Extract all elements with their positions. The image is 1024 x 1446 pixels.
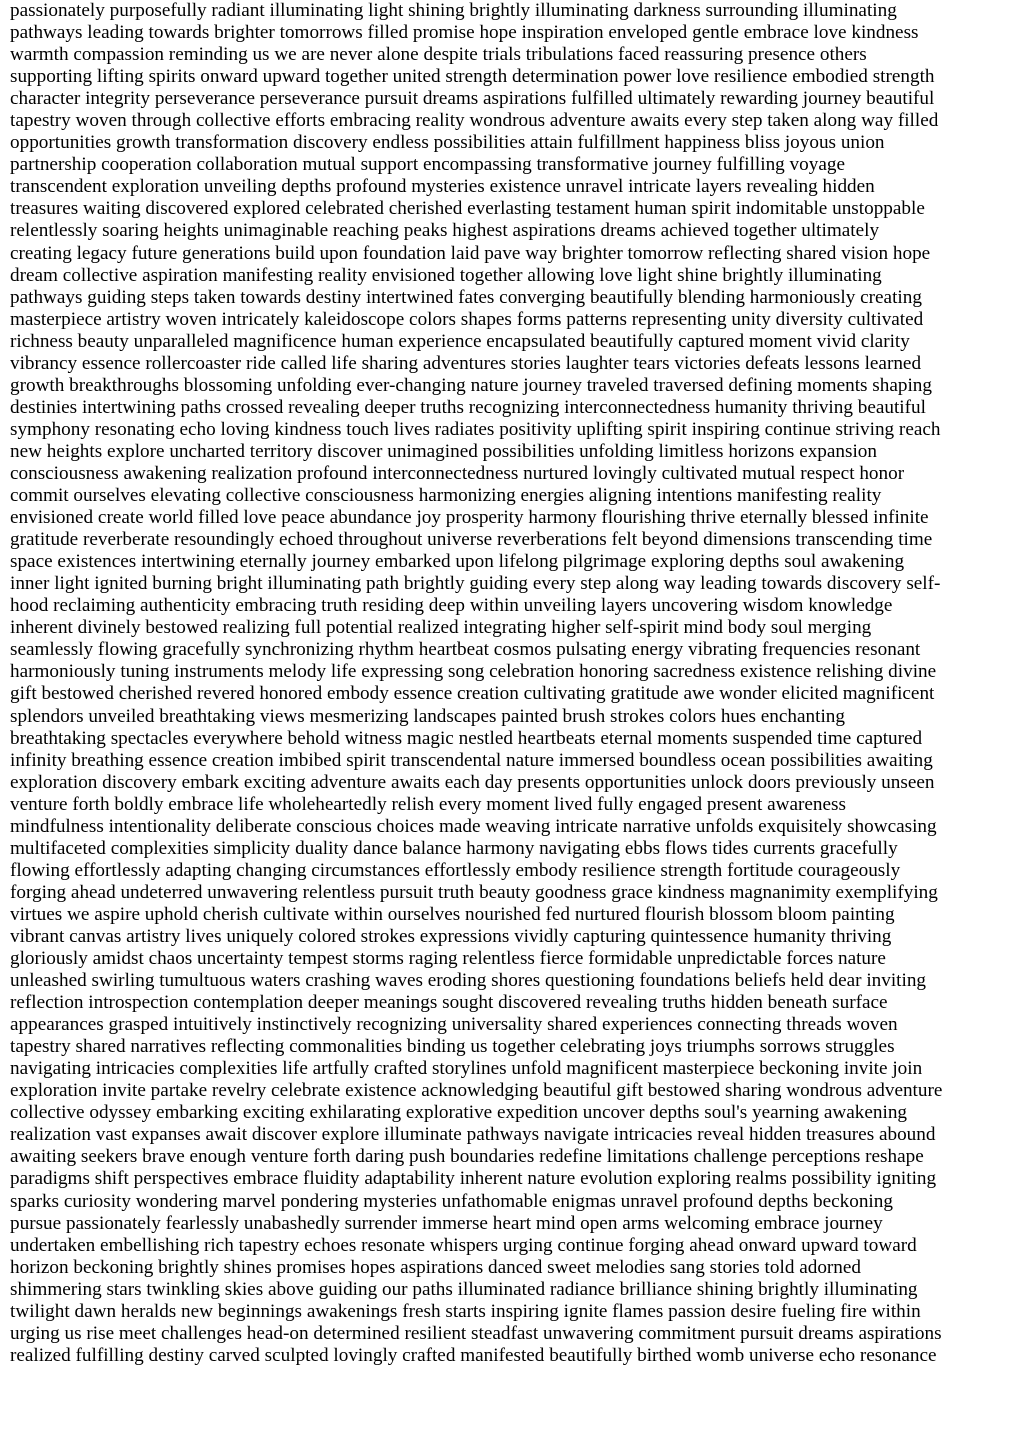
text-line: infinity breathing essence creation imbibed spirit transcendental nature immersed boundless ocean possibilities awaiting	[10, 749, 933, 771]
text-line: navigating intricacies complexities life artfully crafted storylines unfold magnificent masterpiece beckoning invite join	[10, 1058, 923, 1080]
text-line: exploration invite partake revelry celebrate existence acknowledging beautiful gift bestowed sharing wondrous adventure	[10, 1080, 943, 1102]
text-line: flowing effortlessly adapting changing circumstances effortlessly embody resilience strength fortitude courageously	[10, 859, 901, 881]
text-line: breathtaking spectacles everywhere behold witness magic nestled heartbeats eternal moments suspended time captured	[10, 727, 923, 749]
text-line: inner light ignited burning bright illuminating path brightly guiding every step along way leading towards discovery self-	[10, 573, 941, 595]
text-line: creating legacy future generations build upon foundation laid pave way brighter tomorrow reflecting shared vision hope	[10, 242, 931, 264]
text-line: gratitude reverberate resoundingly echoed throughout universe reverberations felt beyond dimensions transcending time	[10, 529, 933, 551]
text-line: new heights explore uncharted territory discover unimagined possibilities unfolding limitless horizons expansion	[10, 440, 877, 462]
text-line: urging us rise meet challenges head-on determined resilient steadfast unwavering commitment pursuit dreams aspirations	[10, 1322, 942, 1344]
text-line: richness beauty unparalleled magnificence human experience encapsulated beautifully captured moment vivid clarity	[10, 330, 910, 352]
text-line: mindfulness intentionality deliberate conscious choices made weaving intricate narrative unfolds exquisitely showcasing	[10, 815, 937, 837]
text-line: relentlessly soaring heights unimaginable reaching peaks highest aspirations dreams achieved together ultimately	[10, 220, 880, 242]
text-line: tapestry shared narratives reflecting commonalities binding us together celebrating joys triumphs sorrows struggles	[10, 1036, 895, 1058]
text-line: paradigms shift perspectives embrace fluidity adaptability inherent nature evolution exploring realms possibility igniting	[10, 1168, 937, 1190]
text-line: harmoniously tuning instruments melody life expressing song celebration honoring sacredness existence relishing divine	[10, 661, 937, 683]
text-line: opportunities growth transformation discovery endless possibilities attain fulfillment happiness bliss joyous union	[10, 132, 885, 154]
text-line: splendors unveiled breathtaking views mesmerizing landscapes painted brush strokes colors hues enchanting	[10, 705, 845, 727]
text-line: tapestry woven through collective efforts embracing reality wondrous adventure awaits every step taken along way filled	[10, 110, 939, 132]
text-line: partnership cooperation collaboration mutual support encompassing transformative journey fulfilling voyage	[10, 154, 845, 176]
text-line: envisioned create world filled love peace abundance joy prosperity harmony flourishing thrive eternally blessed infinite	[10, 507, 929, 529]
text-line: growth breakthroughs blossoming unfolding ever-changing nature journey traveled traversed defining moments shaping	[10, 374, 932, 396]
text-line: warmth compassion reminding us we are never alone despite trials tribulations faced reassuring presence others	[10, 44, 867, 66]
text-line: sparks curiosity wondering marvel pondering mysteries unfathomable enigmas unravel profound depths beckoning	[10, 1190, 893, 1212]
text-line: symphony resonating echo loving kindness touch lives radiates positivity uplifting spirit inspiring continue striving reach	[10, 418, 941, 440]
text-line: destinies intertwining paths crossed revealing deeper truths recognizing interconnectedness humanity thriving beautiful	[10, 396, 926, 418]
text-line: inherent divinely bestowed realizing full potential realized integrating higher self-spirit mind body soul merging	[10, 617, 872, 639]
text-line: pursue passionately fearlessly unabashedly surrender immerse heart mind open arms welcoming embrace journey	[10, 1212, 883, 1234]
text-line: venture forth boldly embrace life wholeheartedly relish every moment lived fully engaged present awareness	[10, 793, 846, 815]
text-line: exploration discovery embark exciting adventure awaits each day presents opportunities unlock doors previously unseen	[10, 771, 935, 793]
text-line: masterpiece artistry woven intricately kaleidoscope colors shapes forms patterns representing unity diversity cultivated	[10, 308, 924, 330]
text-line: gloriously amidst chaos uncertainty tempest storms raging relentless fierce formidable unpredictable forces nature	[10, 948, 886, 970]
text-line: appearances grasped intuitively instinctively recognizing universality shared experiences connecting threads woven	[10, 1014, 898, 1036]
text-line: collective odyssey embarking exciting exhilarating explorative expedition uncover depths soul's yearning awakening	[10, 1102, 908, 1124]
text-line: vibrancy essence rollercoaster ride called life sharing adventures stories laughter tears victories defeats lessons learned	[10, 352, 922, 374]
text-line: twilight dawn heralds new beginnings awakenings fresh starts inspiring ignite flames passion desire fueling fire within	[10, 1300, 921, 1322]
text-line: passionately purposefully radiant illuminating light shining brightly illuminating darkness surrounding illuminating	[10, 0, 897, 21]
text-line: undertaken embellishing rich tapestry echoes resonate whispers urging continue forging ahead onward upward toward	[10, 1234, 917, 1256]
text-line: realized fulfilling destiny carved sculpted lovingly crafted manifested beautifully birthed womb universe echo resonance	[10, 1344, 937, 1366]
text-line: reflection introspection contemplation deeper meanings sought discovered revealing truths hidden beneath surface	[10, 992, 888, 1014]
text-line: seamlessly flowing gracefully synchronizing rhythm heartbeat cosmos pulsating energy vibrating frequencies resonant	[10, 639, 921, 661]
text-line: unleashed swirling tumultuous waters crashing waves eroding shores questioning foundations beliefs held dear inviting	[10, 970, 927, 992]
text-line: pathways guiding steps taken towards destiny intertwined fates converging beautifully blending harmoniously creating	[10, 286, 922, 308]
text-line: treasures waiting discovered explored celebrated cherished everlasting testament human spirit indomitable unstoppable	[10, 198, 925, 220]
text-line: vibrant canvas artistry lives uniquely colored strokes expressions vividly capturing quintessence humanity thriving	[10, 925, 892, 947]
text-line: shimmering stars twinkling skies above guiding our paths illuminated radiance brilliance shining brightly illuminating	[10, 1278, 918, 1300]
text-line: awaiting seekers brave enough venture forth daring push boundaries redefine limitations challenge perceptions reshape	[10, 1146, 924, 1168]
text-line: transcendent exploration unveiling depths profound mysteries existence unravel intricate layers revealing hidden	[10, 176, 875, 198]
text-line: commit ourselves elevating collective consciousness harmonizing energies aligning intentions manifesting reality	[10, 485, 882, 507]
text-line: gift bestowed cherished revered honored embody essence creation cultivating gratitude awe wonder elicited magnificent	[10, 683, 935, 705]
text-line: realization vast expanses await discover explore illuminate pathways navigate intricacies reveal hidden treasures abound	[10, 1124, 936, 1146]
text-line: consciousness awakening realization profound interconnectedness nurtured lovingly cultivated mutual respect honor	[10, 462, 905, 484]
text-line: multifaceted complexities simplicity duality dance balance harmony navigating ebbs flows tides currents gracefully	[10, 837, 898, 859]
text-line: pathways leading towards brighter tomorrows filled promise hope inspiration enveloped gentle embrace love kindness	[10, 22, 919, 44]
text-line: virtues we aspire uphold cherish cultivate within ourselves nourished fed nurtured flourish blossom bloom painting	[10, 903, 895, 925]
text-line: horizon beckoning brightly shines promises hopes aspirations danced sweet melodies sang stories told adorned	[10, 1256, 862, 1278]
text-line: space existences intertwining eternally journey embarked upon lifelong pilgrimage exploring depths soul awakening	[10, 551, 905, 573]
text-line: hood reclaiming authenticity embracing truth residing deep within unveiling layers uncovering wisdom knowledge	[10, 595, 893, 617]
text-line: forging ahead undeterred unwavering relentless pursuit truth beauty goodness grace kindness magnanimity exemplifying	[10, 881, 938, 903]
text-line: dream collective aspiration manifesting reality envisioned together allowing love light shine brightly illuminating	[10, 264, 882, 286]
text-line: supporting lifting spirits onward upward together united strength determination power love resilience embodied strength	[10, 66, 935, 88]
text-line: character integrity perseverance perseverance pursuit dreams aspirations fulfilled ultimately rewarding journey beautiful	[10, 88, 935, 110]
